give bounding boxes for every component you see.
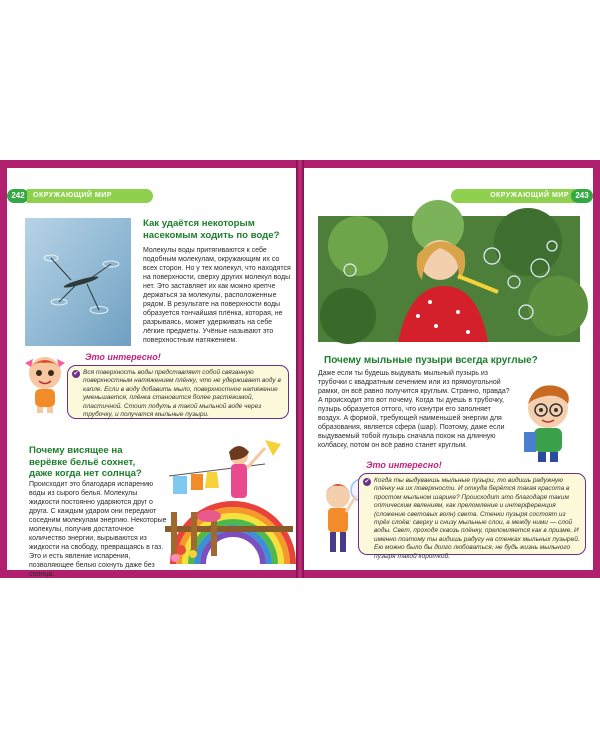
section-title-right: ОКРУЖАЮЩИЙ МИР — [451, 189, 575, 203]
interesting-box-right — [358, 473, 586, 560]
left-page — [7, 168, 296, 578]
bubbles-text: Даже если ты будешь выдувать мыльный пузырь из трубочки с квадратным сечением или из прямоугольной рамки, он всё равно получится круглым. Странно, правда? А происходит это вот почему. Когда ты дуешь в трубочку, пузырь образуется оттого, что изнутри его заполняет воздух. А формой, требующей наименьшей энергии для образования, является сфера (шар). Поэтому, даже если выдуваемый тобой пузырь сначала похож на длинную колбаску, потом он всё равно станет круглым. — [318, 370, 510, 449]
right-page — [304, 168, 593, 570]
bullet-check-icon: ✔ — [364, 479, 370, 485]
water-strider-photo — [25, 218, 131, 346]
section-title-left: ОКРУЖАЮЩИЙ МИР — [27, 189, 153, 203]
bullet-check-icon: ✔ — [73, 371, 79, 377]
insects-text: Молекулы воды притягиваются к себе подобным молекулам, окружающим их со всех сторон. Но у тех молекул, что находятся на поверхности, сверху других молекул воды нет. Это заставляет их как можно крепче держаться за молекулы, расположенные рядом. В результате на поверхности воды образуется тончайшая плёнка, которая, не разрываясь, может удерживать на себе лёгкие предметы. Учёные называют это поверхностным натяжением. — [143, 247, 291, 344]
page-number-right: 243 — [571, 189, 593, 203]
laundry-heading: Почему висящее на верёвке бельё сохнет, даже когда нет солнца? — [29, 445, 142, 479]
page-frame — [0, 160, 600, 578]
interesting-box-left — [67, 365, 289, 419]
boy-with-glasses-illustration — [516, 382, 584, 464]
girl-with-bow-illustration — [19, 351, 71, 415]
laundry-illustration — [165, 430, 293, 564]
interesting-title-right: Это интересно! — [366, 460, 442, 470]
laundry-text: Происходит это благодаря испарению воды из сырого белья. Молекулы жидкости постоянно ударяются друг о друга. С каждым ударом они передают соседним молекулам энергию. Некоторые молекулы, получив достаточное количество энергии, вырываются из жидкости на свободу, превращаясь в газ. Это и есть явление испарения, позволяющее белью сохнуть даже без солнца. — [29, 481, 167, 578]
page-number-left: 242 — [7, 189, 29, 203]
bubbles-heading: Почему мыльные пузыри всегда круглые? — [324, 355, 538, 366]
girl-blowing-bubbles-photo — [318, 216, 580, 342]
interesting-text-right: Когда ты выдуваешь мыльные пузыри, то видишь радужную плёнку на их поверхности. И откуда берётся такая красота в простом мыльном шарике? Происходит это благодаря таким оптическим явлениям, как преломление и интерференция (сложение световых волн) света. Стенки пузыря состоят из трёх слоёв: сверху и снизу мыльные слои, а между ними — слой воды. Свет, проходя сквозь плёнку, преломляется как в призме. И именно поэтому ты видишь радугу на стенках мыльных пузырей. Ею можно было бы долго любоваться, не будь жизнь мыльного пузыря такой короткой. — [374, 477, 580, 560]
book-spine — [296, 160, 304, 578]
interesting-text-left: Вся поверхность воды представляет собой связанную поверхностным натяжением плёнку, что не удерживает воду в капле. Если в воду добавить мыло, поверхностное натяжение уменьшается, плёнка становится более растяжимой, пластичной. Стоит подуть в такой мыльной воде через трубочку, и получатся мыльные пузыри. — [83, 369, 281, 419]
insects-heading: Как удаётся некоторым насекомым ходить по воде? — [143, 218, 280, 241]
interesting-title-left: Это интересно! — [85, 352, 161, 362]
